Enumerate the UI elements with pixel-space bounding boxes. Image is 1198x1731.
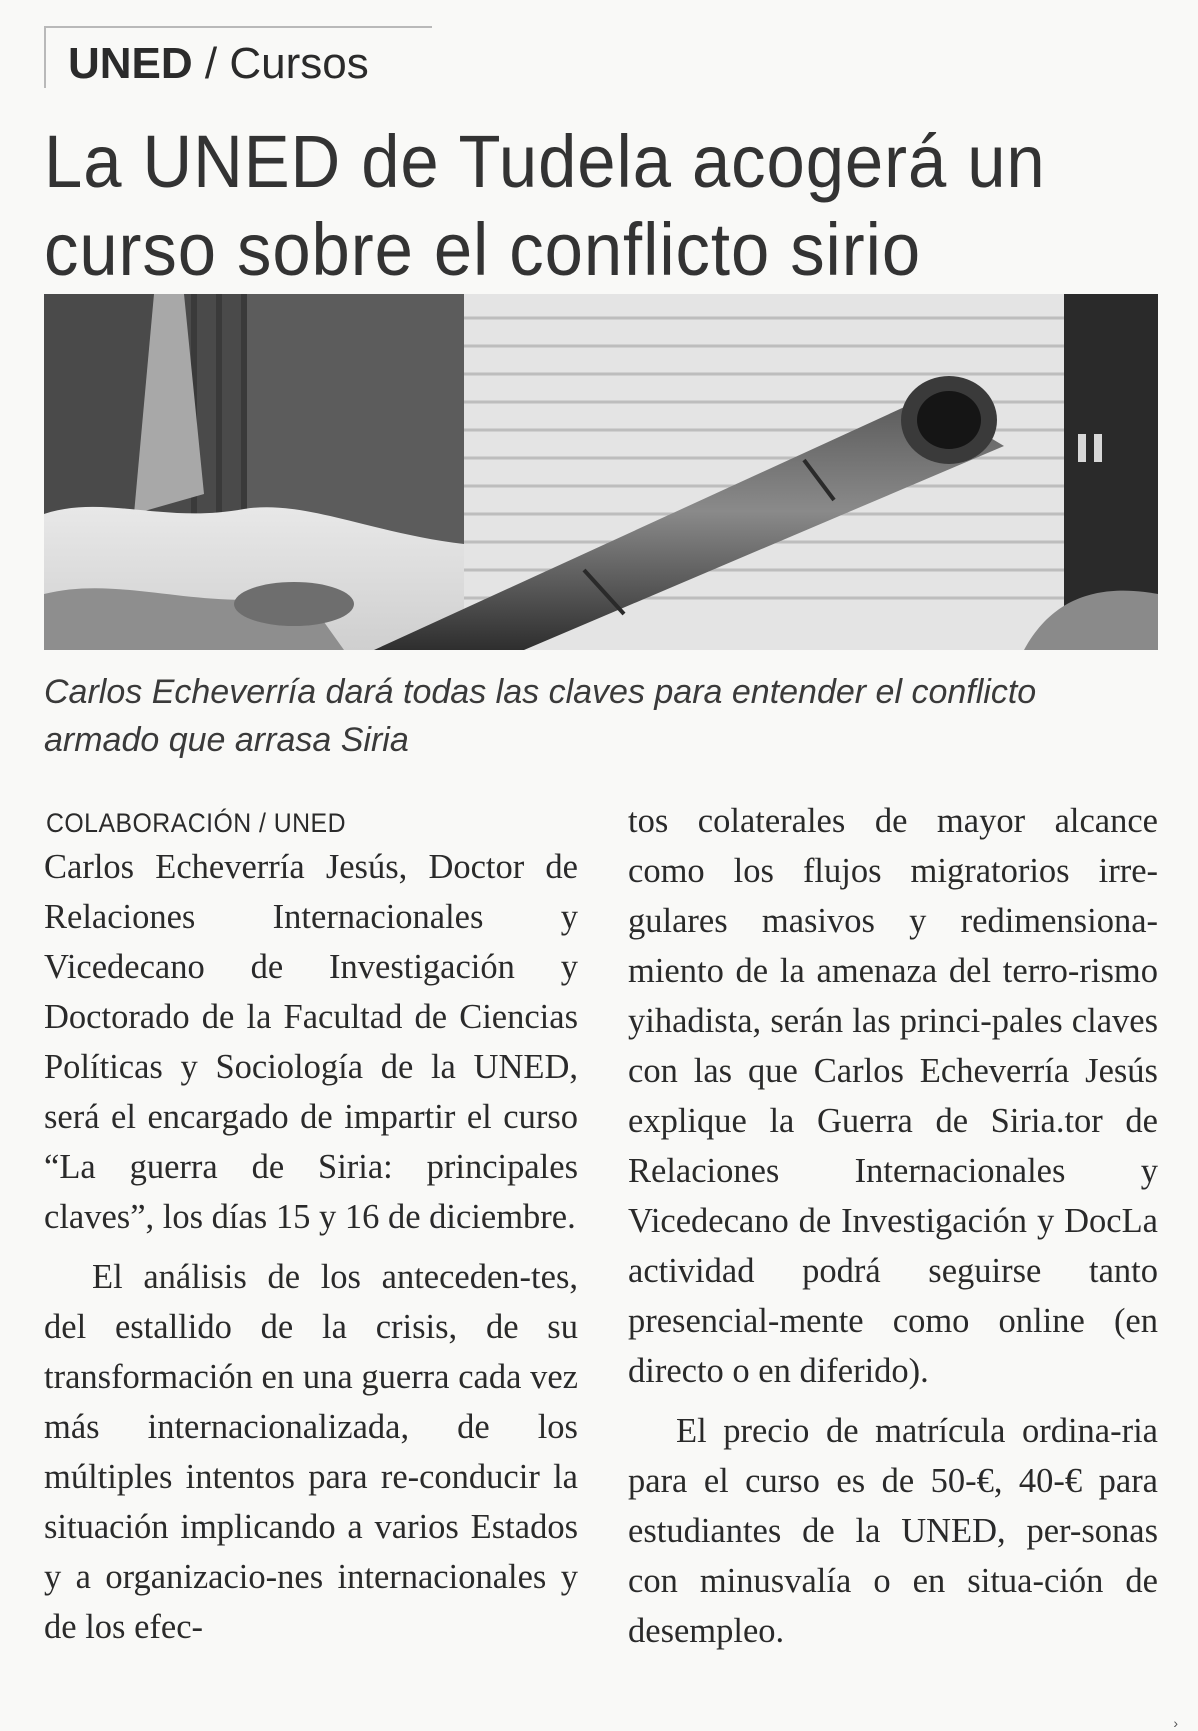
page-corner-mark: › — [1173, 1715, 1178, 1731]
body-paragraph: El precio de matrícula ordina-ria para el curso es de 50-€, 40-€ para estudiantes de la UNED, per-sonas con minusvalía o en situa-ción de desempleo. — [628, 1412, 1158, 1650]
body-column-right — [628, 796, 1158, 1656]
barrel-bore — [917, 391, 981, 449]
section-label — [68, 36, 369, 92]
tank-turret — [234, 582, 354, 626]
article-photo — [44, 294, 1158, 650]
byline: COLABORACIÓN / UNED — [46, 808, 346, 838]
headline: La UNED de Tudela acogerá un curso sobre el conflicto sirio — [44, 120, 1046, 291]
body-column-left — [44, 842, 578, 1652]
section-name: UNED — [68, 39, 193, 88]
section-separator: / — [204, 39, 218, 88]
body-paragraph: tos colaterales de mayor alcance como los flujos migratorios irre-gulares masivos y redimensiona-miento de la amenaza del terro-rismo yihadista, serán las princi-pales claves con las que Carlos Echeverría Jesús explique la Guerra de Siria.tor de Relaciones Internacionales y Vicedecano de Investigación y DocLa actividad podrá seguirse tanto presencial-mente como online (en directo o en diferido). — [628, 802, 1158, 1390]
body-paragraph: El análisis de los anteceden-tes, del estallido de la crisis, de su transformación en una guerra cada vez más internacionalizada, de los múltiples intentos para re-conducir la situación implicando a varios Estados y a organizacio-nes internacionales y de los efec- — [44, 1258, 578, 1646]
photo-caption: Carlos Echeverría dará todas las claves para entender el conflicto armado que arrasa Siria — [44, 673, 1037, 759]
tank-barrel-photo — [44, 294, 1158, 650]
body-paragraph: Carlos Echeverría Jesús, Doctor de Relaciones Internacionales y Vicedecano de Investigación y Doctorado de la Facultad de Ciencias Políticas y Sociología de la UNED, será el encargado de impartir el curso “La guerra de Siria: principales claves”, los días 15 y 16 de diciembre. — [44, 848, 578, 1236]
section-category: Cursos — [229, 39, 369, 88]
